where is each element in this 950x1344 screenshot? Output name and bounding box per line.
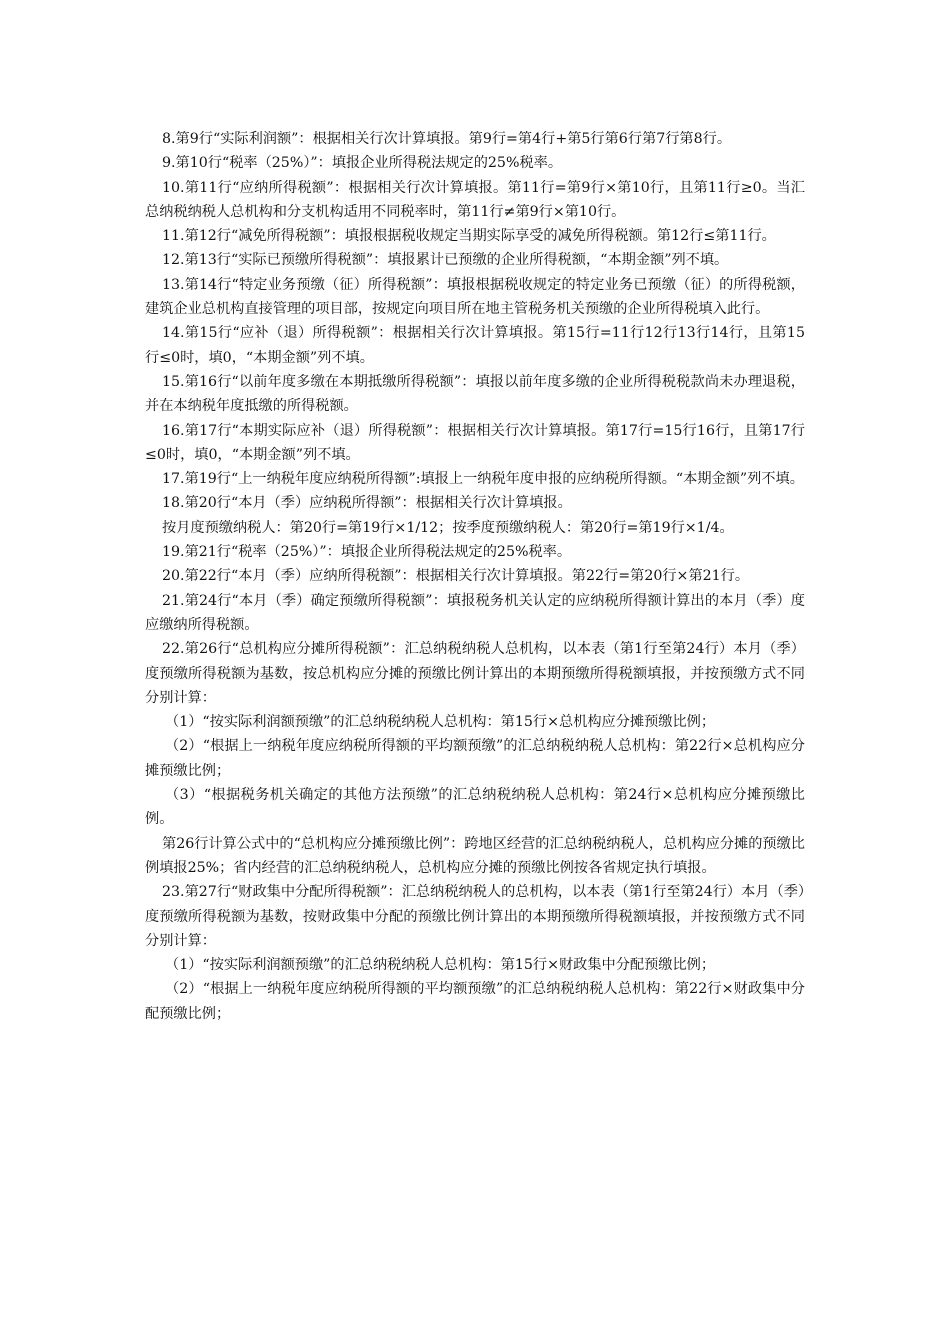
paragraph-monthly-quarterly-note: 按月度预缴纳税人：第20行=第19行×1/12；按季度预缴纳税人：第20行=第19行×1/4。: [162, 519, 734, 536]
paragraph-ratio-note: 第26行计算公式中的“总机构应分摊预缴比例”：跨地区经营的汇总纳税纳税人，总机构应分摊的预缴比例填报25%；省内经营的汇总纳税纳税人，总机构应分摊的预缴比例按各省规定执行填报。: [145, 835, 805, 876]
paragraph-item-23-sub-1: （1）“按实际利润额预缴”的汇总纳税纳税人总机构：第15行×财政集中分配预缴比例；: [165, 957, 716, 974]
paragraph-item-14: 14.第15行“应补（退）所得税额”：根据相关行次计算填报。第15行=11行12行13行14行，且第15行≤0时，填0，“本期金额”列不填。: [145, 325, 805, 366]
paragraph-item-22: 22.第26行“总机构应分摊所得税额”：汇总纳税纳税人总机构，以本表（第1行至第24行）本月（季）度预缴所得税额为基数，按总机构应分摊的预缴比例计算出的本期预缴所得税额填报，并按预缴方式不同分别计算：: [145, 641, 805, 706]
paragraph-item-23: 23.第27行“财政集中分配所得税额”：汇总纳税纳税人的总机构，以本表（第1行至第24行）本月（季）度预缴所得税额为基数，按财政集中分配的预缴比例计算出的本期预缴所得税额填报，并按预缴方式不同分别计算：: [145, 884, 805, 949]
paragraph-item-15: 15.第16行“以前年度多缴在本期抵缴所得税额”：填报以前年度多缴的企业所得税税款尚未办理退税，并在本纳税年度抵缴的所得税额。: [145, 373, 805, 415]
paragraph-item-11: 11.第12行“减免所得税额”：填报根据税收规定当期实际享受的减免所得税额。第12行≤第11行。: [162, 228, 776, 245]
paragraph-item-23-sub-2: （2）“根据上一纳税年度应纳税所得额的平均额预缴”的汇总纳税纳税人总机构：第22行×财政集中分配预缴比例；: [145, 981, 805, 1022]
paragraph-item-8: 8.第9行“实际利润额”：根据相关行次计算填报。第9行=第4行+第5行第6行第7行第8行。: [162, 131, 732, 147]
paragraph-item-16: 16.第17行“本期实际应补（退）所得税额”：根据相关行次计算填报。第17行=15行16行，且第17行≤0时，填0，“本期金额”列不填。: [145, 422, 805, 463]
document-body: [145, 127, 805, 1026]
paragraph-item-22-sub-2: （2）“根据上一纳税年度应纳税所得额的平均额预缴”的汇总纳税纳税人总机构：第22行×总机构应分摊预缴比例；: [145, 738, 805, 779]
paragraph-item-13: 13.第14行“特定业务预缴（征）所得税额”：填报根据税收规定的特定业务已预缴（征）的所得税额，建筑企业总机构直接管理的项目部，按规定向项目所在地主管税务机关预缴的企业所得税填入此行。: [145, 276, 805, 318]
paragraph-item-17: 17.第19行“上一纳税年度应纳税所得额”:填报上一纳税年度申报的应纳税所得额。“本期金额”列不填。: [162, 471, 804, 488]
paragraph-item-22-sub-1: （1）“按实际利润额预缴”的汇总纳税纳税人总机构：第15行×总机构应分摊预缴比例；: [165, 714, 716, 731]
paragraph-item-9: 9.第10行“税率（25%）”：填报企业所得税法规定的25%税率。: [162, 155, 563, 172]
paragraph-item-12: 12.第13行“实际已预缴所得税额”：填报累计已预缴的企业所得税额，“本期金额”列不填。: [162, 252, 729, 269]
paragraph-item-10: 10.第11行“应纳所得税额”：根据相关行次计算填报。第11行=第9行×第10行，且第11行≥0。当汇总纳税纳税人总机构和分支机构适用不同税率时，第11行≠第9行×第10行。: [145, 179, 805, 220]
paragraph-item-21: 21.第24行“本月（季）确定预缴所得税额”：填报税务机关认定的应纳税所得额计算出的本月（季）度应缴纳所得税额。: [145, 592, 805, 633]
paragraph-item-22-sub-3: （3）“根据税务机关确定的其他方法预缴”的汇总纳税纳税人总机构：第24行×总机构应分摊预缴比例。: [145, 787, 805, 828]
paragraph-item-20: 20.第22行“本月（季）应纳所得税额”：根据相关行次计算填报。第22行=第20行×第21行。: [162, 568, 750, 585]
paragraph-item-18: 18.第20行“本月（季）应纳税所得额”：根据相关行次计算填报。: [162, 495, 572, 512]
paragraph-item-19: 19.第21行“税率（25%）”：填报企业所得税法规定的25%税率。: [162, 544, 572, 561]
